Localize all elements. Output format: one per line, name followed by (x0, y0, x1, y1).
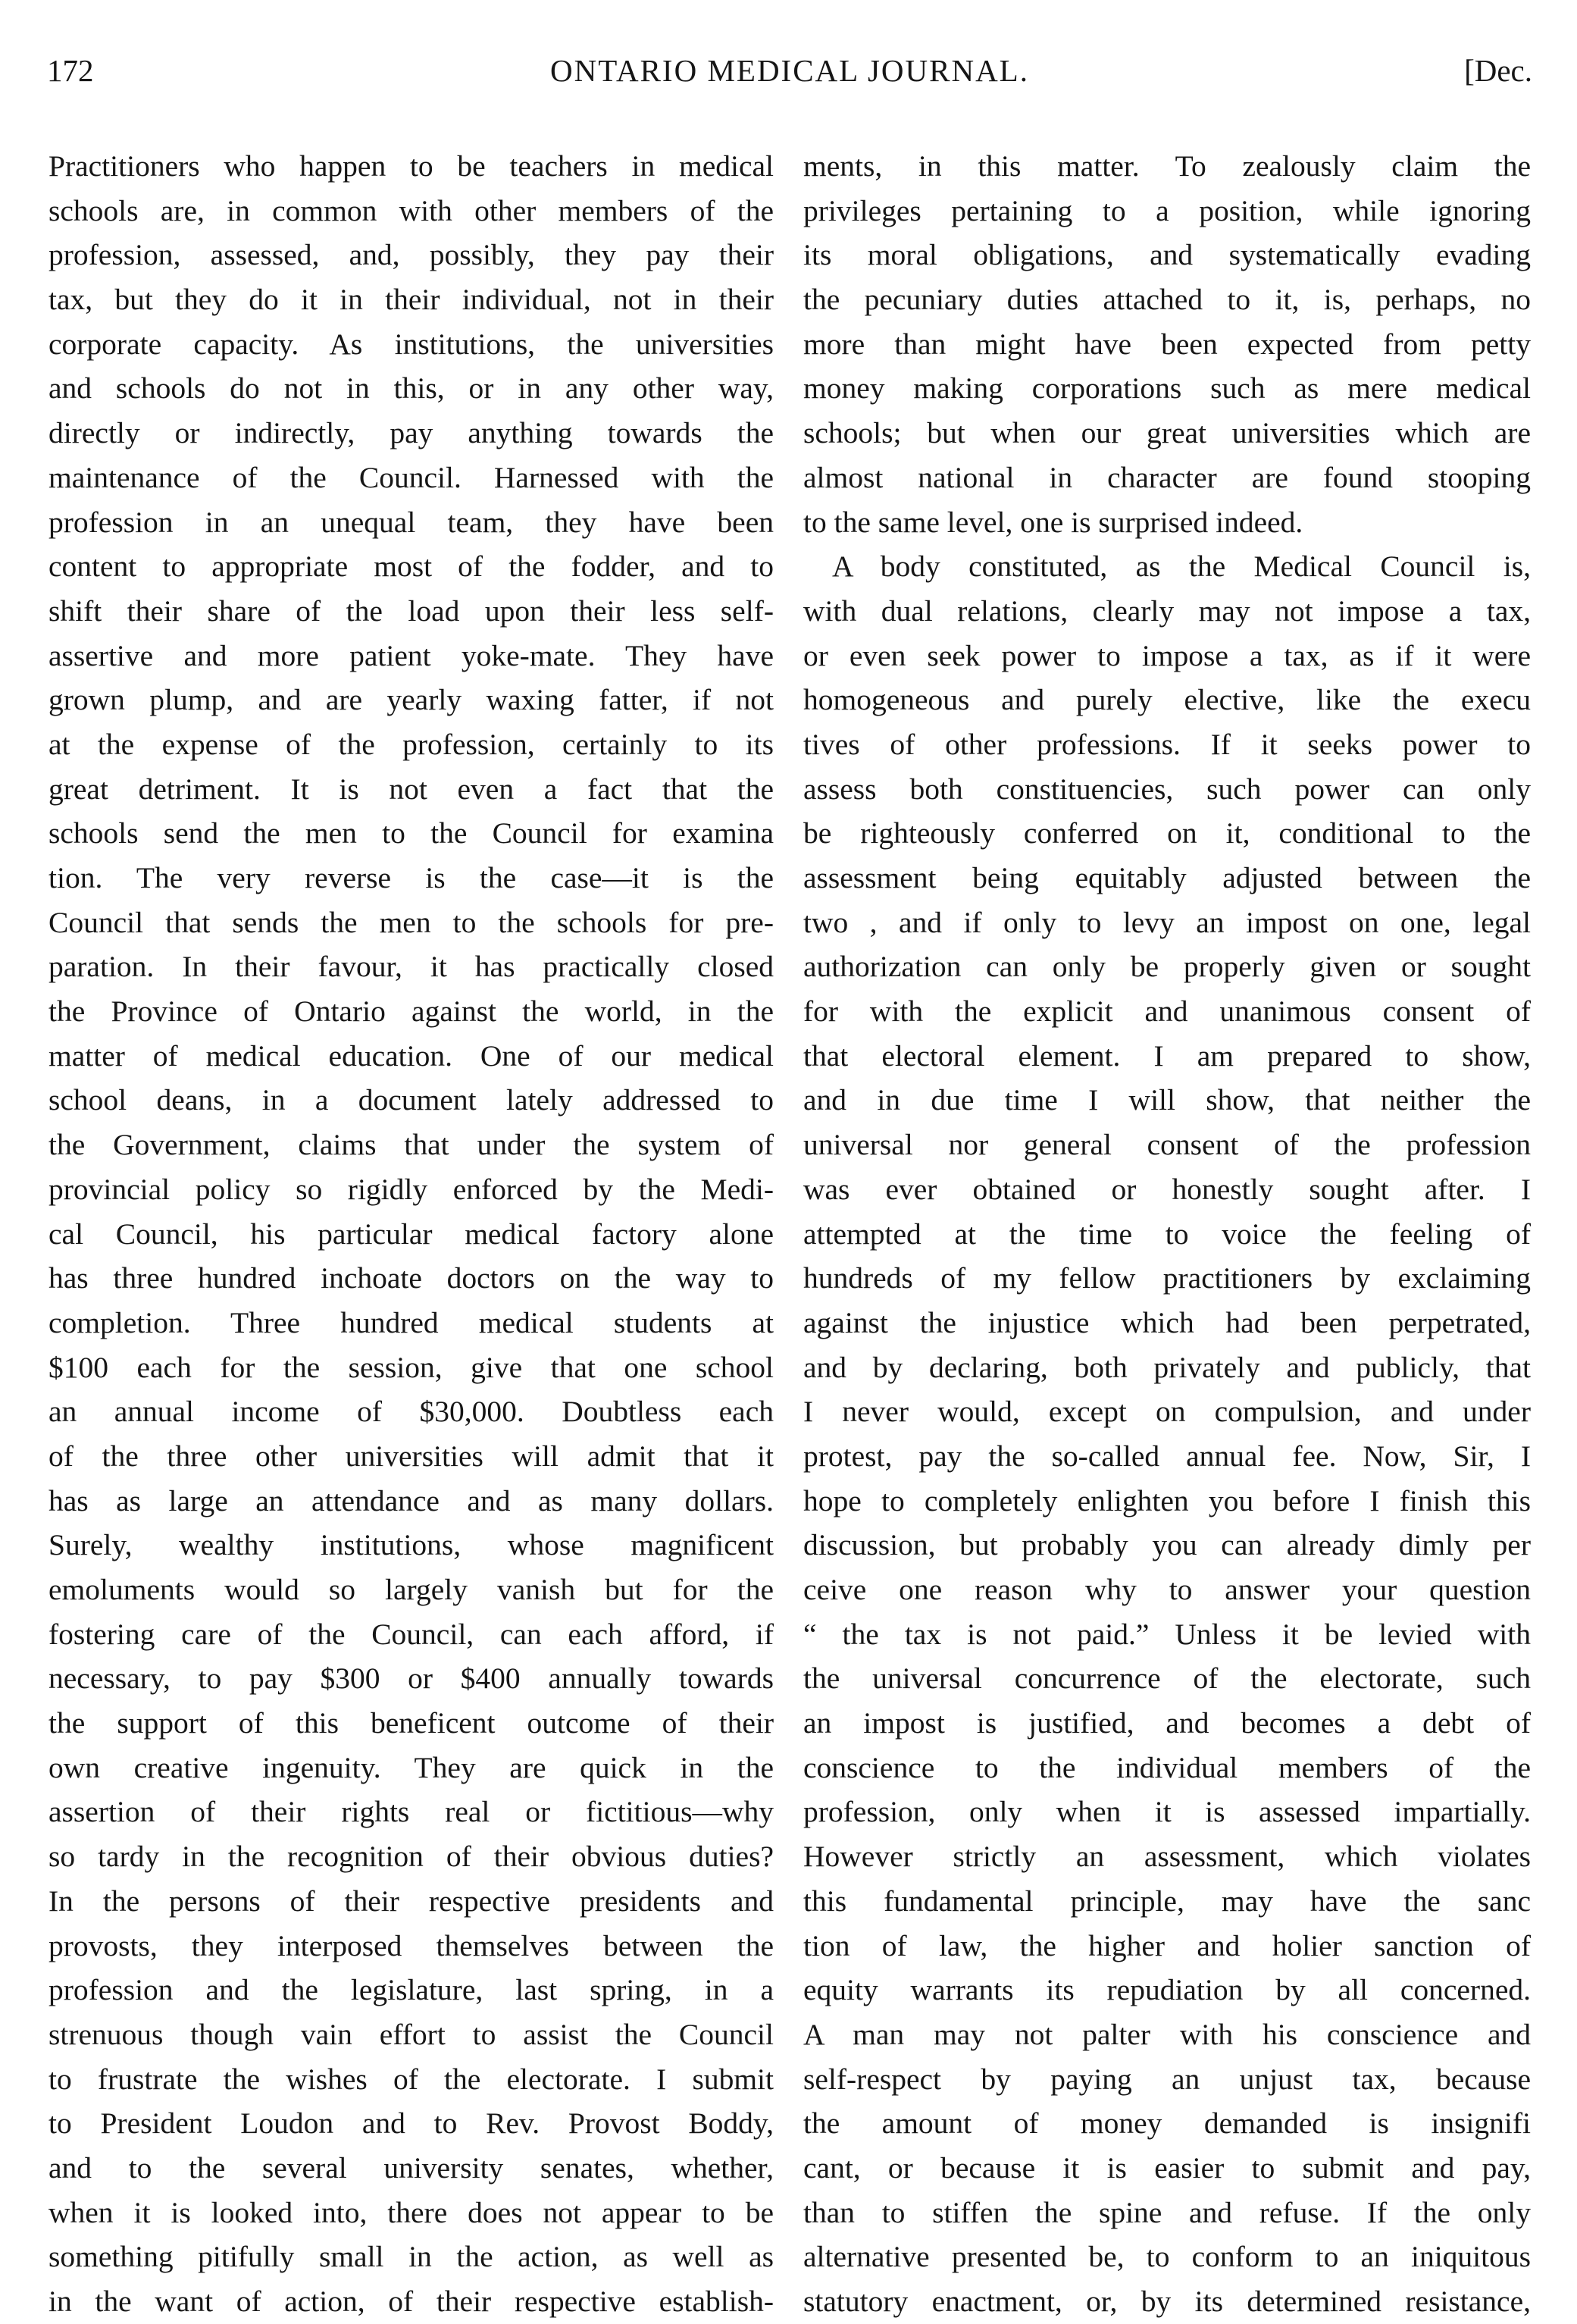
text-line: and in due time I will show, that neither the (803, 1083, 1531, 1117)
text-line: for with the explicit and unanimous consent of (803, 994, 1531, 1029)
text-line: assessment being equitably adjusted between the (803, 861, 1531, 894)
text-line: privileges pertaining to a position, while ignoring (803, 193, 1531, 227)
text-line: when it is looked into, there does not appear to be (48, 2195, 774, 2229)
text-line: ceive one reason why to answer your question (803, 1573, 1531, 1606)
text-line: schools; but when our great universities which are (803, 416, 1531, 450)
text-line: its moral obligations, and systematically evading (803, 238, 1531, 272)
text-line: grown plump, and are yearly waxing fatter, if not (48, 683, 774, 717)
text-line: directly or indirectly, pay anything towards the (48, 416, 774, 450)
text-line: emoluments would so largely vanish but for the (48, 1573, 774, 1606)
text-line: was ever obtained or honestly sought after. I (803, 1172, 1531, 1206)
text-line: so tardy in the recognition of their obvious duties? (48, 1840, 774, 1874)
text-line: or even seek power to impose a tax, as if it were (803, 638, 1531, 672)
text-line: profession, assessed, and, possibly, they pay their (48, 238, 774, 272)
text-line: However strictly an assessment, which violates (803, 1840, 1531, 1874)
text-line: necessary, to pay $300 or $400 annually towards (48, 1662, 774, 1696)
text-line: Council that sends the men to the schools for pre- (48, 905, 774, 939)
text-line: in the want of action, of their respective establish- (48, 2285, 774, 2318)
text-line: something pitifully small in the action, as well as (48, 2240, 774, 2274)
text-line: matter of medical education. One of our medical (48, 1038, 774, 1073)
text-line: profession and the legislature, last spring, in a (48, 1973, 774, 2007)
text-line: own creative ingenuity. They are quick in the (48, 1750, 774, 1784)
text-line: self-respect by paying an unjust tax, because (803, 2062, 1531, 2096)
text-line: cal Council, his particular medical factory alone (48, 1217, 774, 1251)
text-line: alternative presented be, to conform to an iniquitous (803, 2240, 1531, 2274)
text-line: Surely, wealthy institutions, whose magnificent (48, 1528, 774, 1562)
text-line: provincial policy so rigidly enforced by the Medi- (48, 1172, 774, 1206)
text-line: to frustrate the wishes of the electorate. I submit (48, 2062, 774, 2096)
text-line: $100 each for the session, give that one school (48, 1350, 774, 1384)
journal-title: ONTARIO MEDICAL JOURNAL. (550, 53, 1029, 88)
text-line: to the same level, one is surprised indeed. (803, 505, 1303, 539)
text-line: great detriment. It is not even a fact that the (48, 772, 774, 806)
text-line: homogeneous and purely elective, like the execu (803, 683, 1531, 717)
text-line: to President Loudon and to Rev. Provost Boddy, (48, 2106, 774, 2141)
text-line: schools are, in common with other members of the (48, 193, 774, 227)
text-line: the universal concurrence of the electorate, such (803, 1662, 1531, 1696)
text-line: statutory enactment, or, by its determined resistance, (803, 2285, 1531, 2318)
text-line: universal nor general consent of the profession (803, 1128, 1531, 1162)
text-line: In the persons of their respective presidents and (48, 1884, 774, 1918)
running-header (47, 44, 1532, 97)
text-line: tax, but they do it in their individual, not in their (48, 283, 774, 317)
text-line: assess both constituencies, such power can only (803, 772, 1531, 806)
text-line: of the three other universities will admit that it (48, 1439, 774, 1473)
text-line: the support of this beneficent outcome of their (48, 1706, 774, 1740)
text-line: an annual income of $30,000. Doubtless each (48, 1395, 774, 1429)
text-line: protest, pay the so-called annual fee. Now, Sir, I (803, 1439, 1531, 1473)
text-line: profession in an unequal team, they have been (48, 505, 774, 539)
text-line: fostering care of the Council, can each afford, if (48, 1617, 774, 1651)
text-line: shift their share of the load upon their less self- (48, 594, 774, 628)
text-line: the pecuniary duties attached to it, is, perhaps, no (803, 283, 1531, 317)
text-line: almost national in character are found stooping (803, 460, 1531, 494)
text-line: hundreds of my fellow practitioners by exclaiming (803, 1261, 1531, 1295)
text-line: the Government, claims that under the system of (48, 1128, 774, 1162)
text-line: that electoral element. I am prepared to show, (803, 1038, 1531, 1073)
text-column-right (803, 144, 1531, 2324)
text-line: content to appropriate most of the fodder, and to (48, 550, 774, 584)
text-line: has three hundred inchoate doctors on the way to (48, 1261, 774, 1295)
text-line: with dual relations, clearly may not impose a tax, (803, 594, 1531, 628)
text-line: more than might have been expected from petty (803, 327, 1531, 361)
text-line: the Province of Ontario against the world, in the (48, 994, 774, 1029)
text-line: provosts, they interposed themselves between the (48, 1928, 774, 1962)
page-number: 172 (47, 53, 94, 88)
text-line: discussion, but probably you can already dimly per (803, 1528, 1531, 1562)
text-line: completion. Three hundred medical students at (48, 1305, 774, 1339)
text-line: paration. In their favour, it has practically closed (48, 950, 774, 984)
text-line: authorization can only be properly given or sought (803, 950, 1531, 984)
text-line: an impost is justified, and becomes a debt of (803, 1706, 1531, 1740)
text-line: the amount of money demanded is insignifi (803, 2106, 1531, 2141)
text-line: equity warrants its repudiation by all concerned. (803, 1973, 1531, 2007)
text-line: and by declaring, both privately and publicly, that (803, 1350, 1531, 1384)
text-line: than to stiffen the spine and refuse. If the only (803, 2195, 1531, 2229)
text-line: at the expense of the profession, certainly to its (48, 727, 774, 761)
text-line: two , and if only to levy an impost on one, legal (803, 905, 1531, 939)
text-line: school deans, in a document lately addressed to (48, 1083, 774, 1117)
issue-month: [Dec. (1464, 53, 1532, 88)
text-line: has as large an attendance and as many dollars. (48, 1483, 774, 1517)
text-line: schools send the men to the Council for examina (48, 816, 774, 850)
text-line: against the injustice which had been perpetrated, (803, 1305, 1531, 1339)
text-line: tives of other professions. If it seeks power to (803, 727, 1531, 761)
text-line: and to the several university senates, whether, (48, 2150, 774, 2185)
text-line: profession, only when it is assessed impartially. (803, 1795, 1531, 1829)
text-line: Practitioners who happen to be teachers in medical (48, 149, 774, 183)
text-line: A body constituted, as the Medical Council is, (832, 550, 1531, 584)
text-column-left (48, 144, 774, 2324)
text-line: ments, in this matter. To zealously claim the (803, 149, 1531, 183)
text-line: tion. The very reverse is the case—it is the (48, 861, 774, 894)
text-line: this fundamental principle, may have the sanc (803, 1884, 1531, 1918)
text-line: cant, or because it is easier to submit and pay, (803, 2150, 1531, 2185)
text-line: I never would, except on compulsion, and under (803, 1395, 1531, 1429)
text-line: “ the tax is not paid.” Unless it be levied with (803, 1617, 1531, 1651)
text-line: A man may not palter with his conscience and (803, 2017, 1531, 2051)
text-line: assertive and more patient yoke-mate. They have (48, 638, 774, 672)
text-line: attempted at the time to voice the feeling of (803, 1217, 1531, 1251)
text-line: and schools do not in this, or in any other way, (48, 371, 774, 406)
text-line: conscience to the individual members of the (803, 1750, 1531, 1784)
text-line: maintenance of the Council. Harnessed with the (48, 460, 774, 494)
text-line: money making corporations such as mere medical (803, 371, 1531, 406)
text-line: be righteously conferred on it, conditional to the (803, 816, 1531, 850)
text-line: strenuous though vain effort to assist the Council (48, 2017, 774, 2051)
text-line: assertion of their rights real or fictitious—why (48, 1795, 774, 1829)
text-line: tion of law, the higher and holier sanction of (803, 1928, 1531, 1962)
text-line: corporate capacity. As institutions, the universities (48, 327, 774, 361)
text-line: hope to completely enlighten you before I finish this (803, 1483, 1531, 1517)
